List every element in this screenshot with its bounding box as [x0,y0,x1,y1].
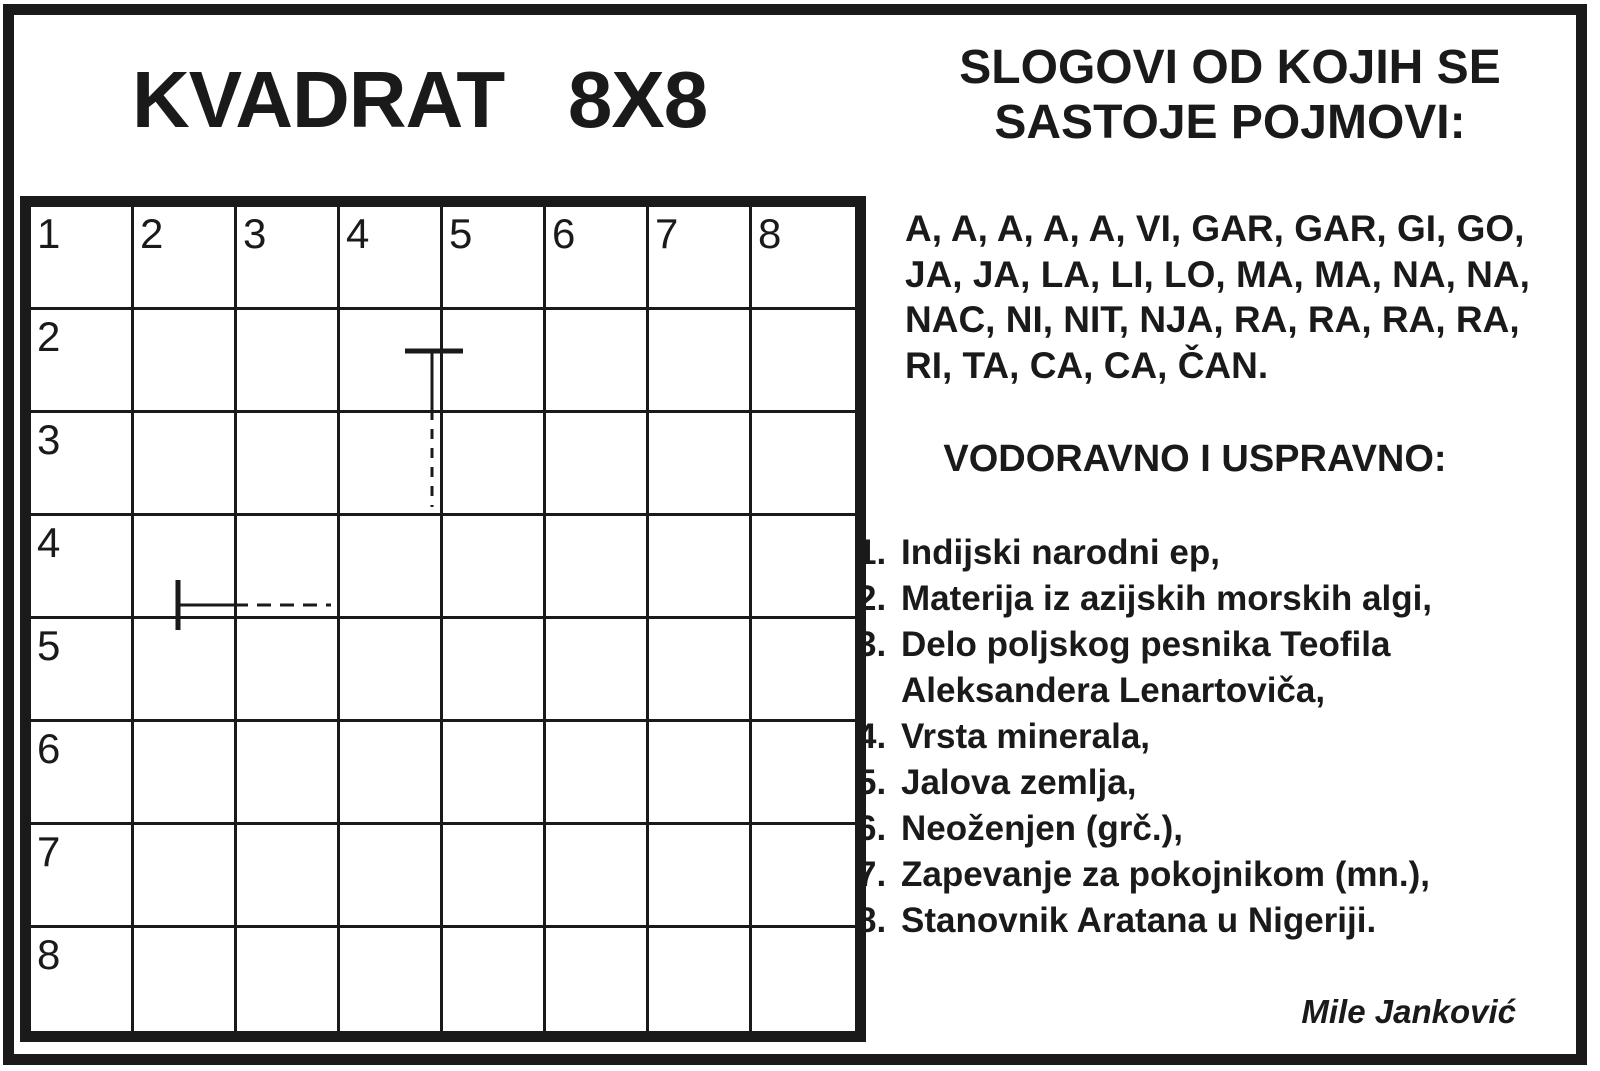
grid-cell-r5-c4[interactable] [340,619,443,722]
clue-text: Indijski narodni ep, [901,533,1220,572]
syllables-line-3: NAC, NI, NIT, NJA, RA, RA, RA, RA, [905,299,1520,340]
clue-item [857,806,1582,852]
clue-number: 7. [857,855,887,894]
row-number: 4 [37,519,61,566]
crossword-grid-border [20,196,866,1042]
clue-item [857,898,1582,944]
grid-cell-r2-c1[interactable] [31,310,134,413]
grid-cell-r6-c8[interactable] [752,722,855,825]
grid-cell-r5-c7[interactable] [649,619,752,722]
grid-cell-r5-c3[interactable] [237,619,340,722]
grid-cell-r8-c4[interactable] [340,928,443,1031]
clue-number: 4. [857,717,887,756]
row-number: 6 [37,725,61,772]
syllables-header-line-2: SASTOJE POJMOVI: [994,96,1466,149]
clue-number: 2. [857,579,887,618]
column-number: 1 [37,210,61,257]
grid-cell-r2-c3[interactable] [237,310,340,413]
grid-cell-r1-c1[interactable] [31,207,134,310]
grid-cell-r7-c2[interactable] [134,825,237,928]
row-number: 8 [37,931,61,978]
clues-list [857,530,1582,944]
clue-number: 6. [857,809,887,848]
grid-cell-r6-c1[interactable] [31,722,134,825]
grid-cell-r2-c5[interactable] [443,310,546,413]
grid-cell-r8-c7[interactable] [649,928,752,1031]
author-signature: Mile Janković [1301,993,1516,1030]
grid-cell-r8-c5[interactable] [443,928,546,1031]
grid-cell-r8-c3[interactable] [237,928,340,1031]
grid-cell-r3-c2[interactable] [134,413,237,516]
grid-cell-r3-c3[interactable] [237,413,340,516]
grid-cell-r7-c8[interactable] [752,825,855,928]
clue-text: Jalova zemlja, [901,763,1137,802]
grid-cell-r6-c5[interactable] [443,722,546,825]
clue-text: Zapevanje za pokojnikom (mn.), [901,855,1430,894]
grid-cell-r4-c3[interactable] [237,516,340,619]
clue-item [857,760,1582,806]
grid-cell-r8-c8[interactable] [752,928,855,1031]
grid-cell-r1-c4[interactable] [340,207,443,310]
grid-cell-r6-c2[interactable] [134,722,237,825]
row-number: 7 [37,828,61,875]
clue-number: 8. [857,901,887,940]
grid-cell-r3-c5[interactable] [443,413,546,516]
grid-cell-r6-c3[interactable] [237,722,340,825]
grid-cell-r3-c7[interactable] [649,413,752,516]
grid-cell-r6-c6[interactable] [546,722,649,825]
grid-cell-r3-c8[interactable] [752,413,855,516]
grid-cell-r7-c7[interactable] [649,825,752,928]
grid-cell-r4-c4[interactable] [340,516,443,619]
column-number: 8 [758,210,782,257]
clue-item [857,622,1582,714]
grid-cell-r8-c2[interactable] [134,928,237,1031]
grid-cell-r2-c7[interactable] [649,310,752,413]
grid-cell-r8-c1[interactable] [31,928,134,1031]
syllables-line-1: A, A, A, A, A, VI, GAR, GAR, GI, GO, [905,208,1525,249]
syllables-line-4: RI, TA, CA, CA, ČAN. [905,344,1269,386]
grid-cell-r7-c1[interactable] [31,825,134,928]
grid-cell-r1-c6[interactable] [546,207,649,310]
grid-cell-r1-c5[interactable] [443,207,546,310]
grid-cell-r3-c6[interactable] [546,413,649,516]
grid-cell-r1-c3[interactable] [237,207,340,310]
syllables-list [905,206,1585,388]
clue-text: Vrsta minerala, [901,717,1151,756]
grid-cell-r8-c6[interactable] [546,928,649,1031]
grid-cell-r5-c6[interactable] [546,619,649,722]
column-number: 5 [449,210,473,257]
grid-cell-r2-c6[interactable] [546,310,649,413]
grid-cell-r7-c3[interactable] [237,825,340,928]
grid-cell-r5-c1[interactable] [31,619,134,722]
grid-cell-r4-c1[interactable] [31,516,134,619]
clue-item [857,530,1582,576]
syllables-header-line-1: SLOGOVI OD KOJIH SE [959,41,1501,94]
syllables-header [880,40,1580,150]
puzzle-title: KVADRAT 8X8 [132,55,708,144]
row-number: 5 [37,622,61,669]
clue-text: Neoženjen (grč.), [901,809,1183,848]
grid-cell-r4-c6[interactable] [546,516,649,619]
grid-cell-r6-c4[interactable] [340,722,443,825]
grid-cell-r4-c8[interactable] [752,516,855,619]
grid-cell-r2-c4[interactable] [340,310,443,413]
syllables-line-2: JA, JA, LA, LI, LO, MA, MA, NA, NA, [905,253,1530,295]
grid-cell-r3-c4[interactable] [340,413,443,516]
clue-text: Delo poljskog pesnika Teofila Aleksandera Lenartoviča, [901,625,1391,710]
column-number: 3 [243,210,267,257]
grid-cell-r1-c8[interactable] [752,207,855,310]
clue-number: 5. [857,763,887,802]
clues-heading: VODORAVNO I USPRAVNO: [943,438,1447,480]
column-number: 4 [346,210,370,257]
grid-cell-r2-c8[interactable] [752,310,855,413]
column-number: 7 [655,210,679,257]
grid-cell-r3-c1[interactable] [31,413,134,516]
clue-number: 3. [857,625,887,664]
row-number: 2 [37,313,61,360]
clue-text: Stanovnik Aratana u Nigeriji. [901,901,1377,940]
grid-cell-r7-c4[interactable] [340,825,443,928]
grid-cell-r5-c8[interactable] [752,619,855,722]
grid-cell-r4-c2[interactable] [134,516,237,619]
crossword-grid [31,207,855,1031]
grid-cell-r5-c2[interactable] [134,619,237,722]
clue-text: Materija iz azijskih morskih algi, [901,579,1433,618]
grid-cell-r4-c5[interactable] [443,516,546,619]
grid-cell-r7-c5[interactable] [443,825,546,928]
clue-item [857,576,1582,622]
row-number: 3 [37,416,61,463]
grid-cell-r2-c2[interactable] [134,310,237,413]
clue-number: 1. [857,533,887,572]
clue-item [857,714,1582,760]
grid-cell-r5-c5[interactable] [443,619,546,722]
column-number: 2 [140,210,164,257]
grid-cell-r6-c7[interactable] [649,722,752,825]
grid-cell-r1-c2[interactable] [134,207,237,310]
column-number: 6 [552,210,576,257]
grid-cell-r7-c6[interactable] [546,825,649,928]
grid-cell-r1-c7[interactable] [649,207,752,310]
grid-cell-r4-c7[interactable] [649,516,752,619]
clue-item [857,852,1582,898]
